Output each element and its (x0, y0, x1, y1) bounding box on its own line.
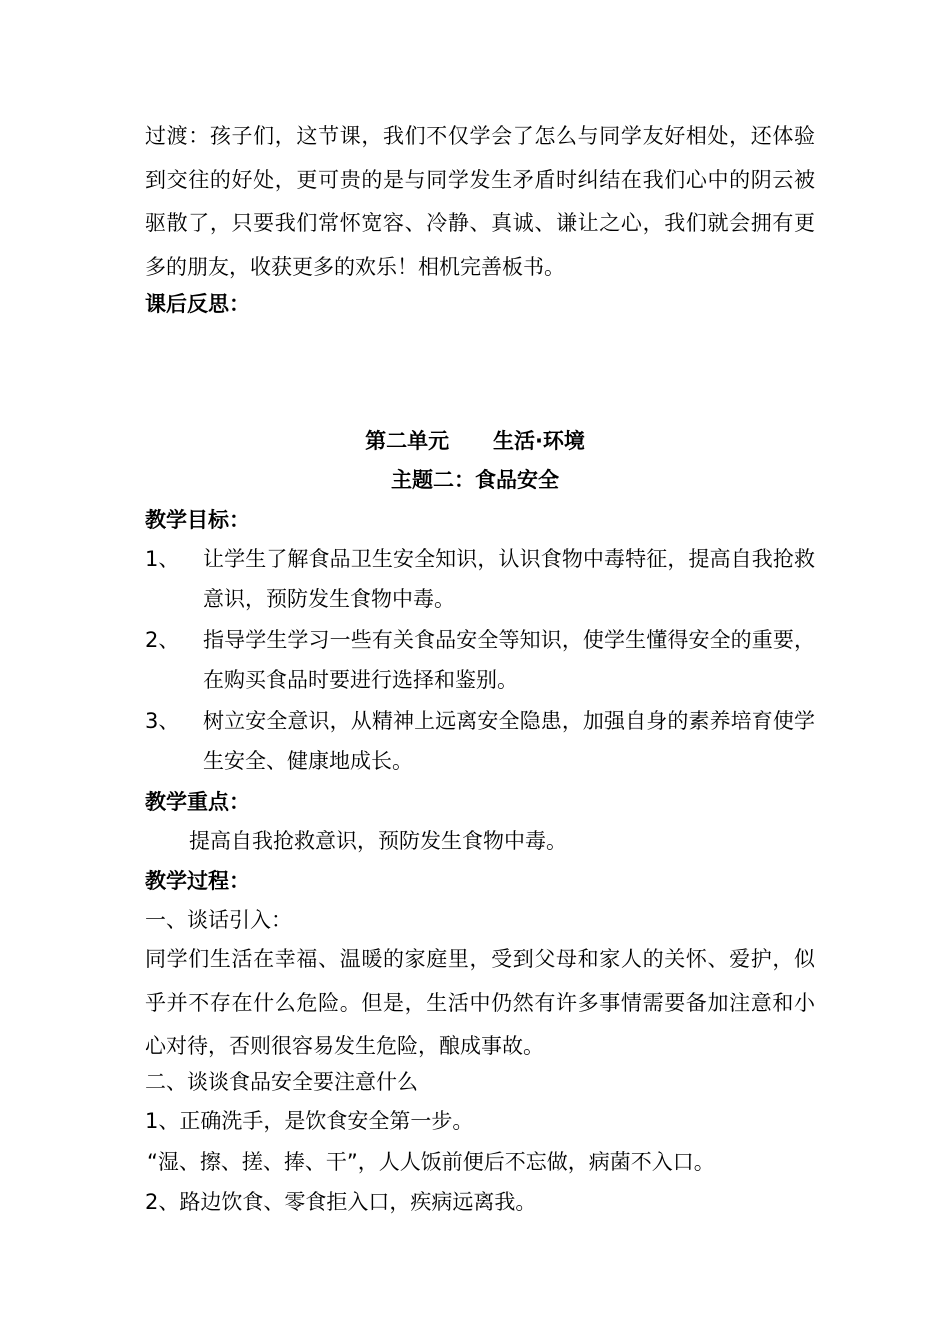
topic-title: 主题二：食品安全 (391, 468, 559, 492)
objective-number: 3、 (145, 709, 180, 733)
key-points-text: 提高自我抢救意识，预防发生食物中毒。 (189, 829, 567, 853)
point1-rhyme: “湿、擦、搓、捧、干”，人人饭前便后不忘做，病菌不入口。 (147, 1150, 715, 1174)
objective-text: 树立安全意识，从精神上远离安全隐患，加强自身的素养培育使学生安全、健康地成长。 (203, 709, 815, 773)
unit-title: 第二单元 生活·环境 (365, 429, 585, 453)
objective-number: 2、 (145, 628, 180, 652)
point2-text: 2、路边饮食、零食拒入口，疾病远离我。 (145, 1190, 537, 1214)
objective-text: 指导学生学习一些有关食品安全等知识，使学生懂得安全的重要，在购买食品时要进行选择和鉴别。 (203, 628, 815, 692)
section2-heading: 二、谈谈食品安全要注意什么 (145, 1070, 418, 1094)
key-points-heading: 教学重点： (145, 790, 250, 814)
intro-paragraph: 同学们生活在幸福、温暖的家庭里，受到父母和家人的关怀、爱护，似乎并不存在什么危险。但是，生活中仍然有许多事情需要备加注意和小心对待，否则很容易发生危险，酿成事故。 (145, 947, 815, 1058)
reflection-heading: 课后反思： (145, 292, 250, 316)
intro-heading: 一、谈话引入： (145, 908, 292, 932)
point1-text: 1、正确洗手，是饮食安全第一步。 (145, 1109, 474, 1133)
process-heading: 教学过程： (145, 869, 250, 893)
objective-number: 1、 (145, 547, 180, 571)
objectives-heading: 教学目标： (145, 508, 250, 532)
transition-paragraph: 过渡：孩子们，这节课，我们不仅学会了怎么与同学友好相处，还体验到交往的好处，更可贵的是与同学发生矛盾时纠结在我们心中的阴云被驱散了，只要我们常怀宽容、冷静、真诚、谦让之心，我们就会拥有更多的朋友，收获更多的欢乐！相机完善板书。 (145, 124, 815, 279)
objective-text: 让学生了解食品卫生安全知识，认识食物中毒特征，提高自我抢救意识，预防发生食物中毒。 (203, 547, 815, 611)
